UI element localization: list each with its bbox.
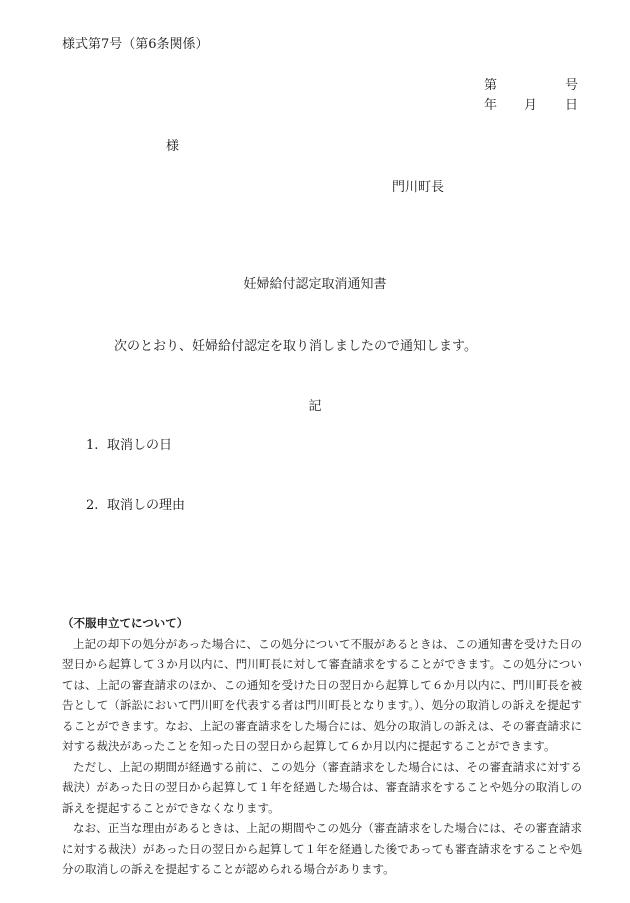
appeal-notice xyxy=(62,613,582,880)
document-number-line xyxy=(484,74,578,93)
list-item xyxy=(86,494,185,513)
date-line xyxy=(484,94,578,113)
appeal-paragraph: ただし、上記の期間が経過する前に、この処分（審査請求をした場合には、その審査請求に対する裁決）があった日の翌日から起算して１年を経過した場合は、審査請求をすることや処分の取消しの訴えを提起することができなくなります。 xyxy=(62,759,582,815)
form-number: 様式第7号（第6条関係） xyxy=(62,37,209,52)
document-title: 妊婦給付認定取消通知書 xyxy=(243,277,387,292)
item-label: 取消しの日 xyxy=(107,438,173,453)
appeal-paragraph: なお、正当な理由があるときは、上記の期間やこの処分（審査請求をした場合には、その審査請求に対する裁決）があった日の翌日から起算して１年を経過した後であっても審査請求をすることや処分の取消しの訴えを提起することが認められる場合があります。 xyxy=(62,821,582,876)
ki-marker: 記 xyxy=(308,399,322,414)
date-day: 日 xyxy=(565,98,579,113)
sender-name: 門川町長 xyxy=(392,180,445,195)
item-label: 取消しの理由 xyxy=(107,498,186,513)
item-number: 1. xyxy=(86,438,99,453)
appeal-notice-heading: （不服申立てについて） xyxy=(62,616,189,630)
item-number: 2. xyxy=(86,498,99,513)
recipient-suffix: 様 xyxy=(166,139,180,154)
list-item xyxy=(86,434,172,453)
number-suffix: 号 xyxy=(565,78,579,93)
date-month: 月 xyxy=(524,98,538,113)
date-year: 年 xyxy=(484,98,498,113)
intro-text: 次のとおり、妊婦給付認定を取り消しましたので通知します。 xyxy=(114,339,477,354)
number-prefix: 第 xyxy=(484,78,498,93)
appeal-paragraph: 上記の却下の処分があった場合に、この処分について不服があるときは、この通知書を受けた日の翌日から起算して３か月以内に、門川町長に対して審査請求をすることができます。この処分については、上記の審査請求のほか、この通知を受けた日の翌日から起算して６か月以内に、門川町長を被告として（訴訟において門川町を代表する者は門川町長となります。）、処分の取消しの訴えを提起することができます。なお、上記の審査請求をした場合には、処分の取消しの訴えは、その審査請求に対する裁決があったことを知った日の翌日から起算して６か月以内に提起することができます。 xyxy=(62,636,582,753)
